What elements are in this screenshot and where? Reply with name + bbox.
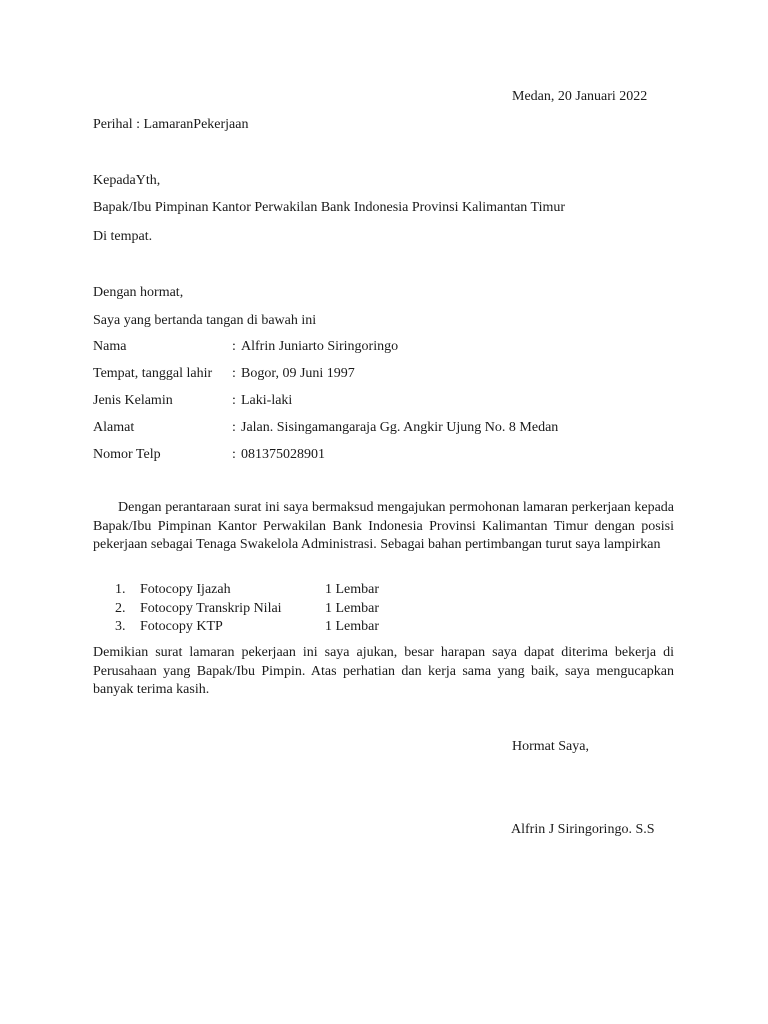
letter-date: Medan, 20 Januari 2022	[512, 89, 648, 104]
attachment-name: Fotocopy Transkrip Nilai	[140, 600, 282, 616]
list-number: 1.	[115, 582, 126, 597]
attachment-quantity: 1 Lembar	[325, 582, 380, 597]
detail-label: Tempat, tanggal lahir	[93, 366, 213, 381]
list-number: 2.	[115, 600, 126, 616]
attachment-name: Fotocopy Ijazah	[140, 582, 231, 597]
intro-sentence: Saya yang bertanda tangan di bawah ini	[93, 313, 317, 328]
body-paragraph-2: Demikian surat lamaran pekerjaan ini saya ajukan, besar harapan saya dapat diterima bekerja di Perusahaan yang Bapak/Ibu Pimpin. Atas perhatian dan kerja sama yang baik, saya mengucapkan banyak terima kasih.	[93, 645, 674, 697]
detail-value: Laki-laki	[241, 393, 293, 408]
detail-value: Bogor, 09 Juni 1997	[241, 366, 355, 381]
detail-colon: :	[232, 339, 236, 354]
closing-salutation: Hormat Saya,	[512, 739, 589, 754]
detail-colon: :	[232, 393, 236, 408]
body-paragraph-1: Dengan perantaraan surat ini saya bermaksud mengajukan permohonan lamaran perkerjaan kepada Bapak/Ibu Pimpinan Kantor Perwakilan Bank Indonesia Provinsi Kalimantan Timur dengan posisi pekerjaan sebagai Tenaga Swakelola Administrasi. Sebagai bahan pertimbangan turut saya lampirkan	[93, 500, 674, 552]
detail-label: Nomor Telp	[93, 447, 161, 462]
detail-value: Alfrin Juniarto Siringoringo	[241, 339, 399, 354]
attachment-quantity: 1 Lembar	[325, 619, 380, 634]
attachment-quantity: 1 Lembar	[325, 600, 380, 616]
detail-label: Alamat	[93, 420, 135, 435]
recipient-line-2: Bapak/Ibu Pimpinan Kantor Perwakilan Bank Indonesia Provinsi Kalimantan Timur	[93, 200, 566, 215]
detail-label: Nama	[93, 339, 127, 354]
detail-colon: :	[232, 447, 236, 462]
detail-label: Jenis Kelamin	[93, 393, 173, 408]
signer-name: Alfrin J Siringoringo. S.S	[511, 822, 655, 837]
detail-colon: :	[232, 420, 236, 435]
letter-subject: Perihal : LamaranPekerjaan	[93, 117, 249, 132]
detail-value: Jalan. Sisingamangaraja Gg. Angkir Ujung No. 8 Medan	[241, 420, 559, 435]
detail-value: 081375028901	[241, 447, 325, 462]
list-number: 3.	[115, 619, 126, 634]
recipient-line-3: Di tempat.	[93, 229, 153, 244]
attachment-name: Fotocopy KTP	[140, 619, 223, 634]
recipient-line-1: KepadaYth,	[93, 173, 161, 188]
detail-colon: :	[232, 366, 236, 381]
greeting: Dengan hormat,	[93, 285, 184, 300]
